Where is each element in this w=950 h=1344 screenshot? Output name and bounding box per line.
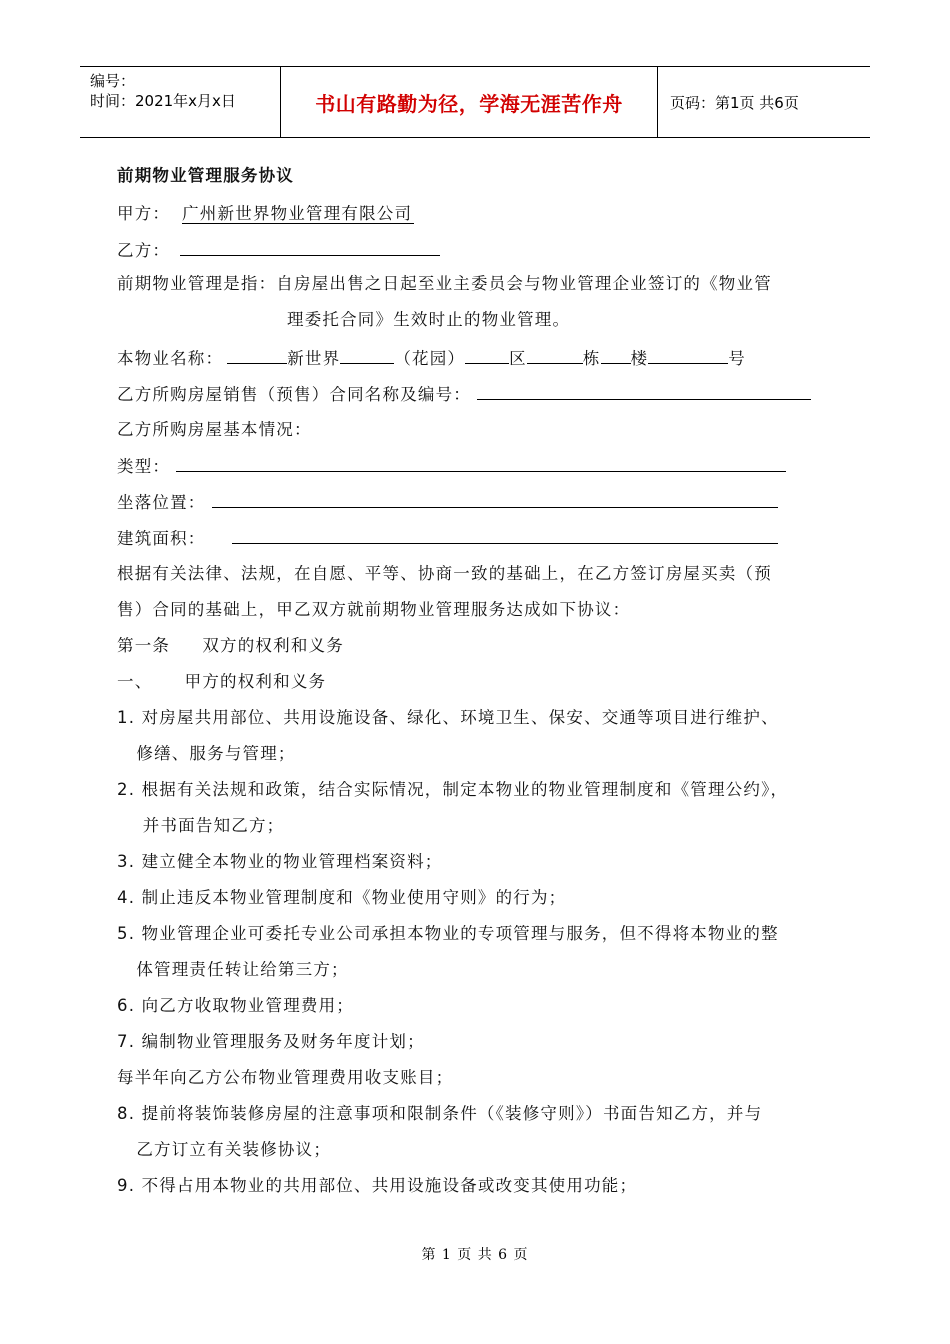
area-blank xyxy=(232,524,778,544)
number-suffix: 号 xyxy=(728,349,746,368)
list-item: 并书面告知乙方； xyxy=(117,816,285,835)
section-1-heading: 一、 甲方的权利和义务 xyxy=(117,672,327,691)
party-b-label: 乙方： xyxy=(117,241,171,260)
garden-label: （花园） xyxy=(394,349,466,368)
list-item: 6. 向乙方收取物业管理费用； xyxy=(117,996,354,1015)
blank xyxy=(527,344,583,364)
blank xyxy=(340,344,394,364)
motto: 书山有路勤为径，学海无涯苦作舟 xyxy=(281,67,658,137)
list-item: 4. 制止违反本物业管理制度和《物业使用守则》的行为； xyxy=(117,888,567,907)
list-item: 7. 编制物业管理服务及财务年度计划； xyxy=(117,1032,425,1051)
property-name-line xyxy=(117,344,746,369)
doc-title: 前期物业管理服务协议 xyxy=(117,166,294,185)
district-label: 区 xyxy=(509,349,527,368)
party-a-label: 甲方： xyxy=(117,204,171,223)
preamble-line-2: 售）合同的基础上，甲乙双方就前期物业管理服务达成如下协议： xyxy=(117,600,631,619)
list-item: 5. 物业管理企业可委托专业公司承担本物业的专项管理与服务，但不得将本物业的整 xyxy=(117,924,779,943)
area-line xyxy=(117,524,778,549)
list-item: 体管理责任转让给第三方； xyxy=(117,960,349,979)
area-label: 建筑面积： xyxy=(117,529,206,548)
contract-label: 乙方所购房屋销售（预售）合同名称及编号： xyxy=(117,385,471,404)
definition-line-2: 理委托合同》生效时止的物业管理。 xyxy=(287,310,571,329)
page-code xyxy=(664,67,870,137)
type-label: 类型： xyxy=(117,457,171,476)
article-1-heading: 第一条 双方的权利和义务 xyxy=(117,636,344,655)
preamble-line-1: 根据有关法律、法规，在自愿、平等、协商一致的基础上，在乙方签订房屋买卖（预 xyxy=(117,564,772,583)
list-item: 2. 根据有关法规和政策，结合实际情况，制定本物业的物业管理制度和《管理公约》， xyxy=(117,780,789,799)
property-brand: 新世界 xyxy=(287,349,341,368)
number-label: 编号： xyxy=(90,72,136,90)
basic-info-label: 乙方所购房屋基本情况： xyxy=(117,420,312,439)
type-blank xyxy=(176,452,786,472)
time-label: 时间：2021年x月x日 xyxy=(90,92,236,110)
property-name-label: 本物业名称： xyxy=(117,349,224,368)
blank xyxy=(465,344,509,364)
location-blank xyxy=(212,488,778,508)
list-item: 1. 对房屋共用部位、共用设施设备、绿化、环境卫生、保安、交通等项目进行维护、 xyxy=(117,708,779,727)
header-meta-cell xyxy=(80,67,281,137)
party-b-blank xyxy=(180,236,440,256)
blank xyxy=(227,344,287,364)
list-item: 每半年向乙方公布物业管理费用收支账目； xyxy=(117,1068,454,1087)
page-code-text: 页码：第1页 共6页 xyxy=(670,93,799,112)
definition-line-1: 前期物业管理是指：自房屋出售之日起至业主委员会与物业管理企业签订的《物业管 xyxy=(117,274,772,293)
page-footer: 第 1 页 共 6 页 xyxy=(421,1247,529,1263)
blank xyxy=(601,344,631,364)
party-a-value: 广州新世界物业管理有限公司 xyxy=(182,204,413,223)
location-label: 坐落位置： xyxy=(117,493,206,512)
floor-label: 楼 xyxy=(630,349,649,368)
contract-line xyxy=(117,380,811,405)
contract-blank xyxy=(477,380,811,400)
list-item: 乙方订立有关装修协议； xyxy=(117,1140,332,1159)
party-a-line xyxy=(117,200,414,224)
document-header xyxy=(80,66,870,138)
party-b-line xyxy=(117,236,440,261)
location-line xyxy=(117,488,778,513)
blank xyxy=(648,344,728,364)
list-item: 8. 提前将装饰装修房屋的注意事项和限制条件（《装修守则》）书面告知乙方，并与 xyxy=(117,1104,763,1123)
building-label: 栋 xyxy=(582,349,601,368)
type-line xyxy=(117,452,786,477)
list-item: 9. 不得占用本物业的共用部位、共用设施设备或改变其使用功能； xyxy=(117,1176,638,1195)
list-item: 修缮、服务与管理； xyxy=(117,744,296,763)
list-item: 3. 建立健全本物业的物业管理档案资料； xyxy=(117,852,443,871)
